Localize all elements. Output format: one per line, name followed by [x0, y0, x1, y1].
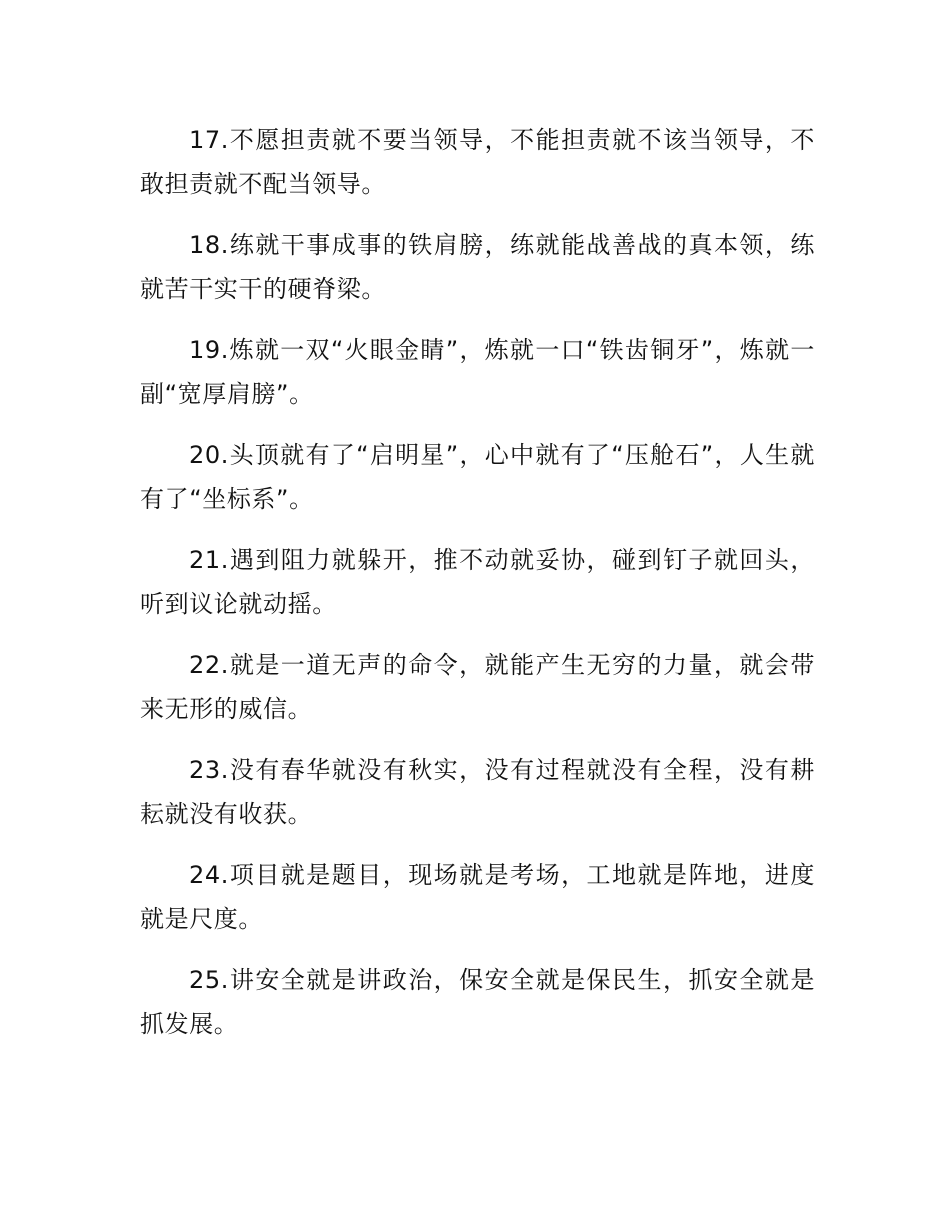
paragraph-17: 17.不愿担责就不要当领导，不能担责就不该当领导，不敢担责就不配当领导。	[140, 126, 815, 198]
paragraph-25: 25.讲安全就是讲政治，保安全就是保民生，抓安全就是抓发展。	[140, 966, 815, 1038]
paragraph-19: 19.炼就一双“火眼金睛”，炼就一口“铁齿铜牙”，炼就一副“宽厚肩膀”。	[140, 336, 815, 408]
paragraph-24: 24.项目就是题目，现场就是考场，工地就是阵地，进度就是尺度。	[140, 861, 815, 933]
paragraph-23: 23.没有春华就没有秋实，没有过程就没有全程，没有耕耘就没有收获。	[140, 756, 815, 828]
paragraph-20: 20.头顶就有了“启明星”，心中就有了“压舱石”，人生就有了“坐标系”。	[140, 441, 815, 513]
paragraph-21: 21.遇到阻力就躲开，推不动就妥协，碰到钉子就回头，听到议论就动摇。	[140, 546, 815, 618]
paragraph-22: 22.就是一道无声的命令，就能产生无穷的力量，就会带来无形的威信。	[140, 651, 815, 723]
paragraph-18: 18.练就干事成事的铁肩膀，练就能战善战的真本领，练就苦干实干的硬脊梁。	[140, 231, 815, 303]
document-body	[140, 118, 815, 1063]
